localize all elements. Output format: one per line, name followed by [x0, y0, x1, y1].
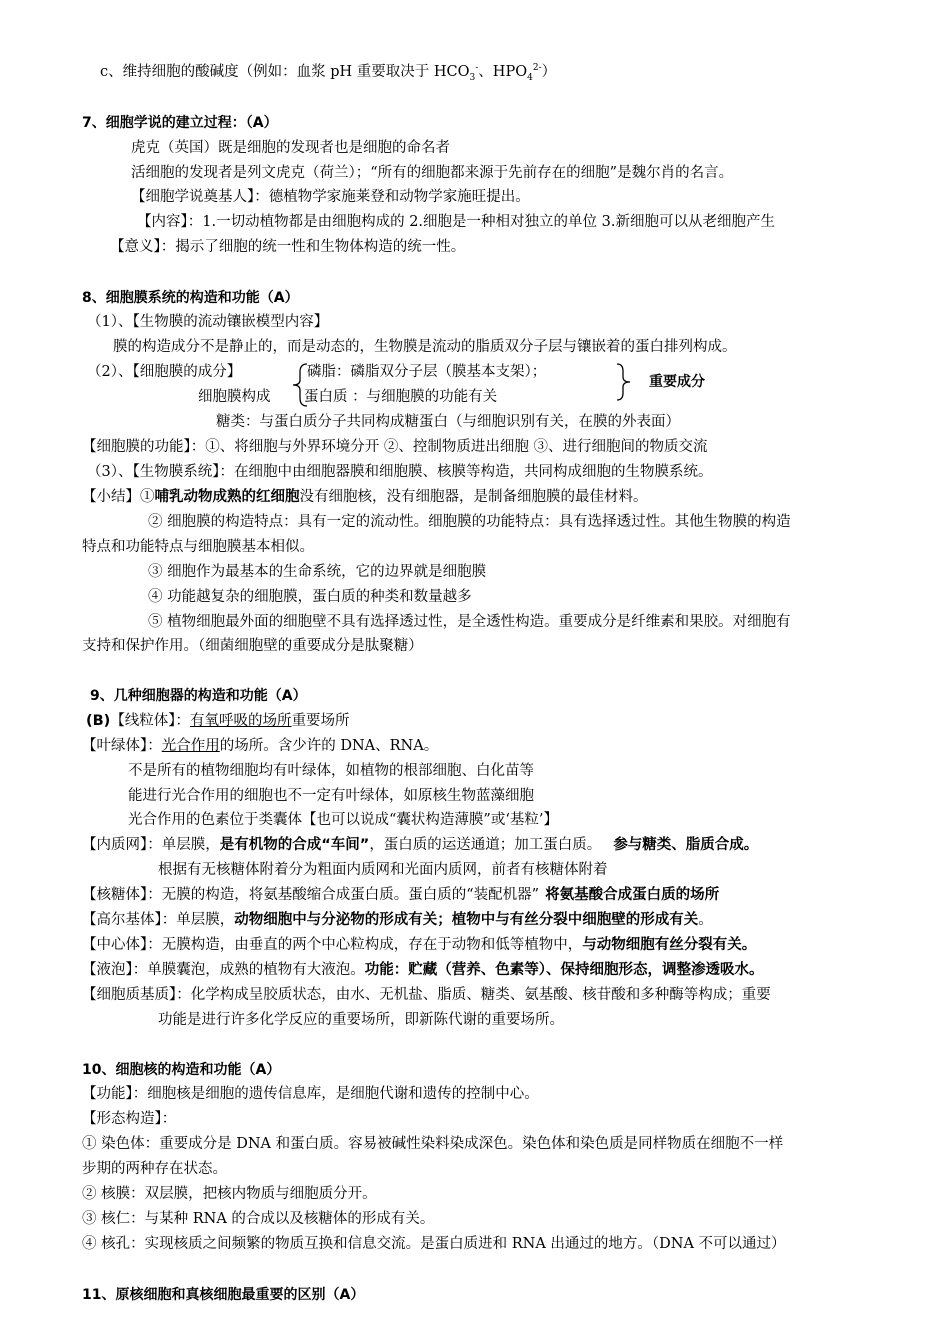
- section-8-heading: 8、细胞膜系统的构造和功能（A）: [82, 290, 299, 306]
- right-brace-icon: [614, 362, 634, 402]
- s9-line-5: 光合作用的色素位于类囊体【也可以说成“囊状构造薄膜”或‘基粒’】: [128, 812, 559, 828]
- s7-line-2: 活细胞的发现者是列文虎克（荷兰）；“所有的细胞都来源于先前存在的细胞”是魏尔肖的名言。: [131, 165, 734, 181]
- s8-line-12: ④ 功能越复杂的细胞膜，蛋白质的种类和数量越多: [148, 589, 472, 605]
- s8-protein: 蛋白质 ：与细胞膜的功能有关: [304, 389, 498, 405]
- s9-er: 【内质网】：单层膜，是有机物的合成“车间”，蛋白质的运送通道；加工蛋白质。 参与糖类、脂质合成。: [82, 837, 759, 853]
- s10-line-5: ② 核膜：双层膜，把核内物质与细胞质分开。: [82, 1186, 377, 1202]
- s8-line-11: ③ 细胞作为最基本的生命系统，它的边界就是细胞膜: [148, 564, 487, 580]
- s8-line-3: （2）、【细胞膜的成分】: [87, 364, 242, 380]
- s7-line-5: 【意义】：揭示了细胞的统一性和生物体构造的统一性。: [110, 239, 466, 255]
- s8-membrane-composition: 细胞膜构成: [198, 389, 271, 405]
- section-10-heading: 10、细胞核的构造和功能（A）: [82, 1062, 281, 1078]
- s9-line-3: 不是所有的植物细胞均有叶绿体，如植物的根部细胞、白化苗等: [128, 763, 534, 779]
- section-7-heading: 7、细胞学说的建立过程：（A）: [82, 115, 278, 131]
- s7-line-4: 【内容】：1.一切动植物都是由细胞构成的 2.细胞是一种相对独立的单位 3.新细胞可以从老细胞产生: [137, 214, 775, 230]
- s10-line-6: ③ 核仁：与某种 RNA 的合成以及核糖体的形成有关。: [82, 1211, 435, 1227]
- section-9-heading: 9、几种细胞器的构造和功能（A）: [90, 688, 307, 704]
- s8-line-8: 【小结】①哺乳动物成熟的红细胞没有细胞核，没有细胞器，是制备细胞膜的最佳材料。: [82, 489, 648, 505]
- s8-line-10: 特点和功能特点与细胞膜基本相似。: [82, 539, 314, 555]
- s9-ribosome: 【核糖体】：无膜的构造，将氨基酸缩合成蛋白质。蛋白质的“装配机器” 将氨基酸合成蛋白质的场所: [82, 887, 720, 903]
- s8-main-components: 重要成分: [649, 374, 705, 390]
- s8-line-1: （1）、【生物膜的流动镶嵌模型内容】: [87, 314, 329, 330]
- s9-golgi: 【高尔基体】：单层膜，动物细胞中与分泌物的形成有关；植物中与有丝分裂中细胞壁的形成有关。: [82, 912, 713, 928]
- s7-line-3: 【细胞学说奠基人】：德植物学家施莱登和动物学家施旺提出。: [131, 189, 530, 205]
- s9-vacuole: 【液泡】：单膜囊泡，成熟的植物有大液泡。功能：贮藏（营养、色素等）、保持细胞形态，调整渗透吸水。: [82, 962, 764, 978]
- s8-line-7: （3）、【生物膜系统】：在细胞中由细胞器膜和细胞膜、核膜等构造，共同构成细胞的生物膜系统。: [87, 464, 713, 480]
- s9-mitochondria: (B)【线粒体】：有氧呼吸的场所重要场所: [86, 713, 350, 729]
- s10-line-2: 【形态构造】：: [82, 1111, 177, 1127]
- s10-line-3: ① 染色体：重要成分是 DNA 和蛋白质。容易被碱性染料染成深色。染色体和染色质是同样物质在细胞不一样: [82, 1136, 784, 1152]
- s10-line-7: ④ 核孔：实现核质之间频繁的物质互换和信息交流。是蛋白质进和 RNA 出通过的地方。（DNA 不可以通过）: [82, 1236, 786, 1252]
- section-11-heading: 11、原核细胞和真核细胞最重要的区别（A）: [82, 1287, 365, 1303]
- s9-centrosome: 【中心体】：无膜构造，由垂直的两个中心粒构成，存在于动物和低等植物中，与动物细胞有丝分裂有关。: [82, 937, 757, 953]
- s7-line-1: 虎克（英国）既是细胞的发现者也是细胞的命名者: [131, 140, 450, 156]
- s8-line-6: 【细胞膜的功能】：①、将细胞与外界环境分开 ②、控制物质进出细胞 ③、进行细胞间的物质交流: [82, 439, 708, 455]
- ph-note-line: c、维持细胞的酸碱度（例如：血浆 pH 重要取决于 $HCO_3^-$、$HPO_4^{2-}$）: [100, 63, 557, 83]
- s8-line-14: 支持和保护作用。（细菌细胞壁的重要成分是肽聚糖）: [82, 638, 423, 654]
- s9-line-13: 功能是进行许多化学反应的重要场所，即新陈代谢的重要场所。: [158, 1012, 564, 1028]
- s8-line-9: ② 细胞膜的构造特点：具有一定的流动性。细胞膜的功能特点：具有选择透过性。其他生物膜的构造: [148, 514, 791, 530]
- s8-line-13: ⑤ 植物细胞最外面的细胞壁不具有选择透过性，是全透性构造。重要成分是纤维素和果胶。对细胞有: [148, 614, 791, 630]
- s10-line-4: 步期的两种存在状态。: [82, 1161, 227, 1177]
- s10-line-1: 【功能】：细胞核是细胞的遗传信息库，是细胞代谢和遗传的控制中心。: [82, 1086, 539, 1102]
- s9-line-7: 根据有无核糖体附着分为粗面内质网和光面内质网，前者有核糖体附着: [158, 862, 608, 878]
- s9-line-12: 【细胞质基质】：化学构成呈胶质状态，由水、无机盐、脂质、糖类、氨基酸、核苷酸和多种酶等构成；重要: [82, 987, 771, 1003]
- s9-chloroplast: 【叶绿体】：光合作用的场所。含少许的 DNA、RNA。: [82, 738, 439, 754]
- s8-line-2: 膜的构造成分不是静止的，而是动态的，生物膜是流动的脂质双分子层与镶嵌着的蛋白排列构成。: [113, 339, 737, 355]
- s8-phospholipid: 磷脂：磷脂双分子层（膜基本支架）；: [307, 364, 547, 380]
- s9-line-4: 能进行光合作用的细胞也不一定有叶绿体，如原核生物蓝藻细胞: [128, 788, 534, 804]
- s8-line-5: 糖类：与蛋白质分子共同构成糖蛋白（与细胞识别有关，在膜的外表面）: [216, 414, 680, 430]
